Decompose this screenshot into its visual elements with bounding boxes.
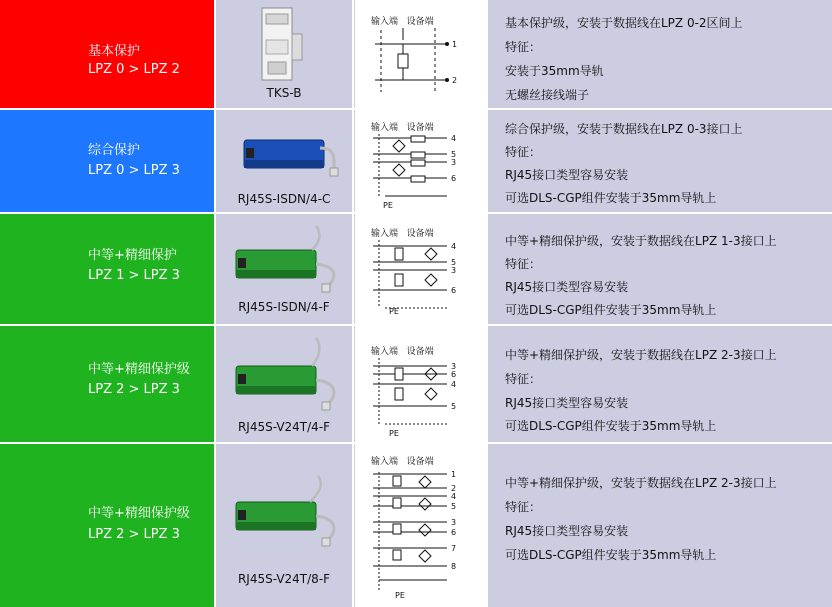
product-name: RJ45S-V24T/4-F [237, 420, 331, 434]
terminal-label: 5 [451, 402, 457, 411]
wiring-diagram [355, 110, 487, 212]
wiring-diagram [355, 444, 487, 607]
device-label: 设备端 [406, 123, 434, 133]
ground-label: PE [383, 201, 393, 210]
product-name: TKS-B [266, 86, 302, 100]
terminal-label: 3 [451, 158, 457, 167]
product-cell [216, 110, 352, 212]
description-line: 可选DLS-CGP组件安装于35mm导轨上 [505, 303, 717, 317]
terminal-label: 5 [451, 150, 457, 159]
wiring-diagram-cell [354, 326, 486, 442]
wiring-diagram [355, 326, 487, 442]
description-cell [488, 110, 832, 212]
terminal-label: 2 [451, 484, 457, 493]
description-line: 基本保护级，安装于数据线在LPZ 0-2区间上 [505, 16, 743, 30]
description-line: RJ45接口类型容易安装 [505, 168, 629, 182]
description-line: 特征： [505, 500, 542, 514]
product-cell [216, 326, 352, 442]
description-line: 特征： [505, 145, 542, 159]
terminal-label: 6 [451, 174, 457, 183]
protection-zone: LPZ 2 > LPZ 3 [88, 382, 180, 397]
terminal-label: 4 [451, 380, 457, 389]
product-cell [216, 214, 352, 324]
description-line: 中等+精细保护级，安装于数据线在LPZ 2-3接口上 [505, 348, 777, 362]
protection-level: 中等+精细保护级 [88, 506, 190, 521]
table-row [0, 0, 832, 108]
terminal-label: 8 [451, 562, 457, 571]
description-line: 可选DLS-CGP组件安装于35mm导轨上 [505, 191, 717, 205]
protection-level-cell [0, 326, 214, 442]
description-line: RJ45接口类型容易安装 [505, 396, 629, 410]
ground-label: PE [395, 591, 405, 600]
description-line: 中等+精细保护级，安装于数据线在LPZ 2-3接口上 [505, 476, 777, 490]
terminal-label: 1 [452, 40, 458, 49]
terminal-label: 6 [451, 528, 457, 537]
terminal-label: 3 [451, 362, 457, 371]
protection-zone: LPZ 0 > LPZ 2 [88, 62, 180, 77]
protection-level: 中等+精细保护级 [88, 362, 190, 377]
terminal-label: 4 [451, 492, 457, 501]
terminal-label: 3 [451, 518, 457, 527]
protection-zone: LPZ 0 > LPZ 3 [88, 163, 180, 178]
table-row [0, 444, 832, 607]
product-cell [216, 444, 352, 607]
wiring-diagram-cell [354, 0, 486, 108]
product-cell [216, 0, 352, 108]
device-label: 设备端 [406, 17, 434, 27]
terminal-label: 7 [451, 544, 457, 553]
terminal-label: 6 [451, 286, 457, 295]
device-label: 设备端 [406, 229, 434, 239]
product-name: RJ45S-V24T/8-F [237, 572, 331, 586]
description-line: 中等+精细保护级，安装于数据线在LPZ 1-3接口上 [505, 234, 777, 248]
wiring-diagram-cell [354, 214, 486, 324]
protection-level-cell [0, 0, 214, 108]
table-row [0, 326, 832, 442]
input-label: 输入端 [371, 457, 399, 467]
description-cell [488, 326, 832, 442]
terminal-label: 1 [451, 470, 457, 479]
description-line: 综合保护级，安装于数据线在LPZ 0-3接口上 [505, 122, 743, 136]
device-label: 设备端 [406, 347, 434, 357]
protection-level: 基本保护 [88, 44, 141, 59]
wiring-diagram-cell [354, 110, 486, 212]
terminal-label: 2 [452, 76, 458, 85]
description-line: RJ45接口类型容易安装 [505, 524, 629, 538]
wiring-diagram [355, 0, 487, 108]
description-line: 无螺丝接线端子 [505, 88, 590, 102]
description-line: 可选DLS-CGP组件安装于35mm导轨上 [505, 419, 717, 433]
description-cell [488, 444, 832, 607]
protection-level-cell [0, 110, 214, 212]
protection-level-cell [0, 214, 214, 324]
input-label: 输入端 [371, 347, 399, 357]
description-line: 特征： [505, 40, 542, 54]
description-line: RJ45接口类型容易安装 [505, 280, 629, 294]
terminal-label: 6 [451, 370, 457, 379]
ground-label: PE [389, 307, 399, 316]
device-label: 设备端 [406, 457, 434, 467]
input-label: 输入端 [371, 123, 399, 133]
terminal-label: 5 [451, 502, 457, 511]
wiring-diagram-cell [354, 444, 486, 607]
table-row [0, 214, 832, 324]
ground-label: PE [389, 429, 399, 438]
description-line: 安装于35mm导轨 [505, 64, 604, 78]
protection-level-cell [0, 444, 214, 607]
description-line: 可选DLS-CGP组件安装于35mm导轨上 [505, 548, 717, 562]
protection-zone: LPZ 1 > LPZ 3 [88, 268, 180, 283]
input-label: 输入端 [371, 229, 399, 239]
input-label: 输入端 [371, 17, 399, 27]
product-name: RJ45S-ISDN/4-C [237, 192, 331, 206]
table-row [0, 110, 832, 212]
description-cell [488, 214, 832, 324]
wiring-diagram [355, 214, 487, 324]
protection-level: 中等+精细保护 [88, 248, 177, 263]
terminal-label: 5 [451, 258, 457, 267]
terminal-label: 3 [451, 266, 457, 275]
description-line: 特征： [505, 257, 542, 271]
protection-zone: LPZ 2 > LPZ 3 [88, 527, 180, 542]
description-line: 特征： [505, 372, 542, 386]
product-name: RJ45S-ISDN/4-F [238, 300, 330, 314]
protection-level: 综合保护 [88, 143, 141, 158]
terminal-label: 4 [451, 242, 457, 251]
terminal-label: 4 [451, 134, 457, 143]
description-cell [488, 0, 832, 108]
